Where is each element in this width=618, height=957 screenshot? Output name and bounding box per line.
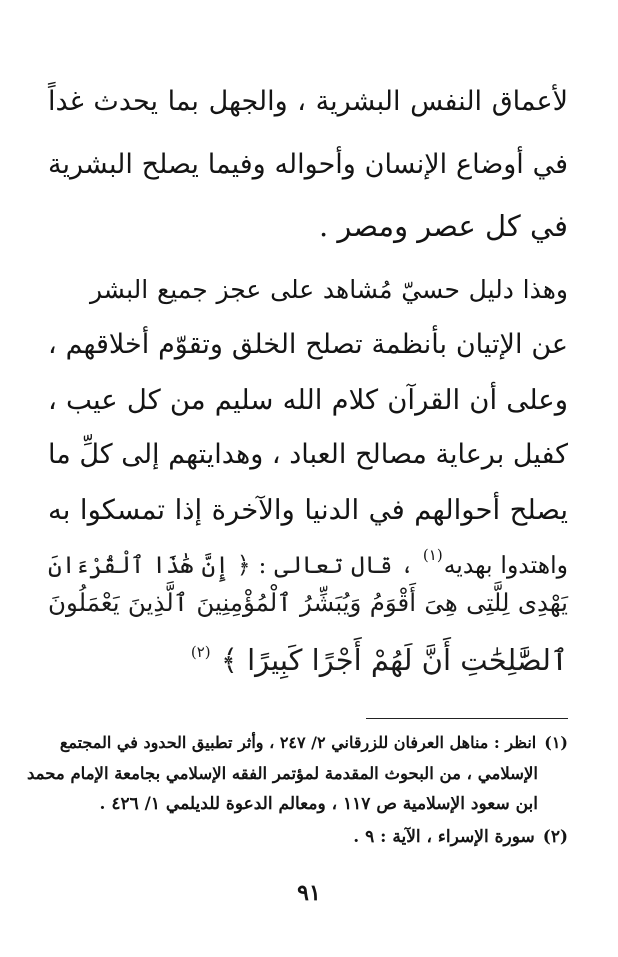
quran-verse-closing: [48, 632, 568, 680]
footnote-divider: [366, 718, 568, 719]
body-line: يصلح أحوالهم في الدنيا والآخرة إذا تمسكوا به: [48, 494, 568, 526]
quran-verse-opening: ، قال تعالى : ﴿ إِنَّ هَٰذَا ٱلْقُرْءَانَ: [48, 551, 415, 579]
footnote-line: ابن سعود الإسلامية ص ١١٧ ، ومعالم الدعوة للديلمي ١/ ٤٢٦ .: [99, 794, 538, 814]
body-line-with-reference: [48, 535, 568, 585]
footnote-line: [48, 823, 568, 852]
page-number: ٩١: [297, 880, 321, 906]
body-line: في كل عصر ومصر .: [318, 209, 568, 243]
quran-verse-text: ٱلصَّٰلِحَٰتِ أَنَّ لَهُمْ أَجْرًا كَبِيرًا ﴾: [220, 643, 568, 677]
body-line: وهذا دليل حسيّ مُشاهد على عجز جميع البشر: [90, 275, 568, 304]
body-line: في أوضاع الإنسان وأحواله وفيما يصلح البشرية: [48, 149, 568, 180]
footnote-line: الإسلامي ، من البحوث المقدمة لمؤتمر الفقه الإسلامي بجامعة الإمام محمد: [27, 764, 538, 783]
footnote-text: سورة الإسراء ، الآية : ٩ .: [353, 827, 535, 847]
body-text: واهتدوا بهديه: [443, 551, 568, 579]
footnote-reference: (١): [422, 546, 443, 564]
body-line: عن الإتيان بأنظمة تصلح الخلق وتقوّم أخلاقهم ،: [48, 329, 568, 360]
footnote-text: انظر : مناهل العرفان للزرقاني ٢/ ٢٤٧ ، وأثر تطبيق الحدود في المجتمع: [59, 733, 537, 752]
body-line: وعلى أن القرآن كلام الله سليم من كل عيب ،: [48, 384, 568, 416]
footnote-reference: (٢): [190, 643, 211, 661]
quran-verse-line: يَهْدِى لِلَّتِى هِىَ أَقْوَمُ وَيُبَشِّرُ ٱلْمُؤْمِنِينَ ٱلَّذِينَ يَعْمَلُونَ: [48, 588, 568, 617]
footnote-line: [48, 728, 568, 757]
footnote-number: (٢): [542, 827, 568, 847]
body-line: لأعماق النفس البشرية ، والجهل بما يحدث غداً: [48, 86, 568, 117]
body-line: كفيل برعاية مصالح العباد ، وهدايتهم إلى كلِّ ما: [48, 439, 568, 470]
footnote-number: (١): [544, 733, 568, 752]
